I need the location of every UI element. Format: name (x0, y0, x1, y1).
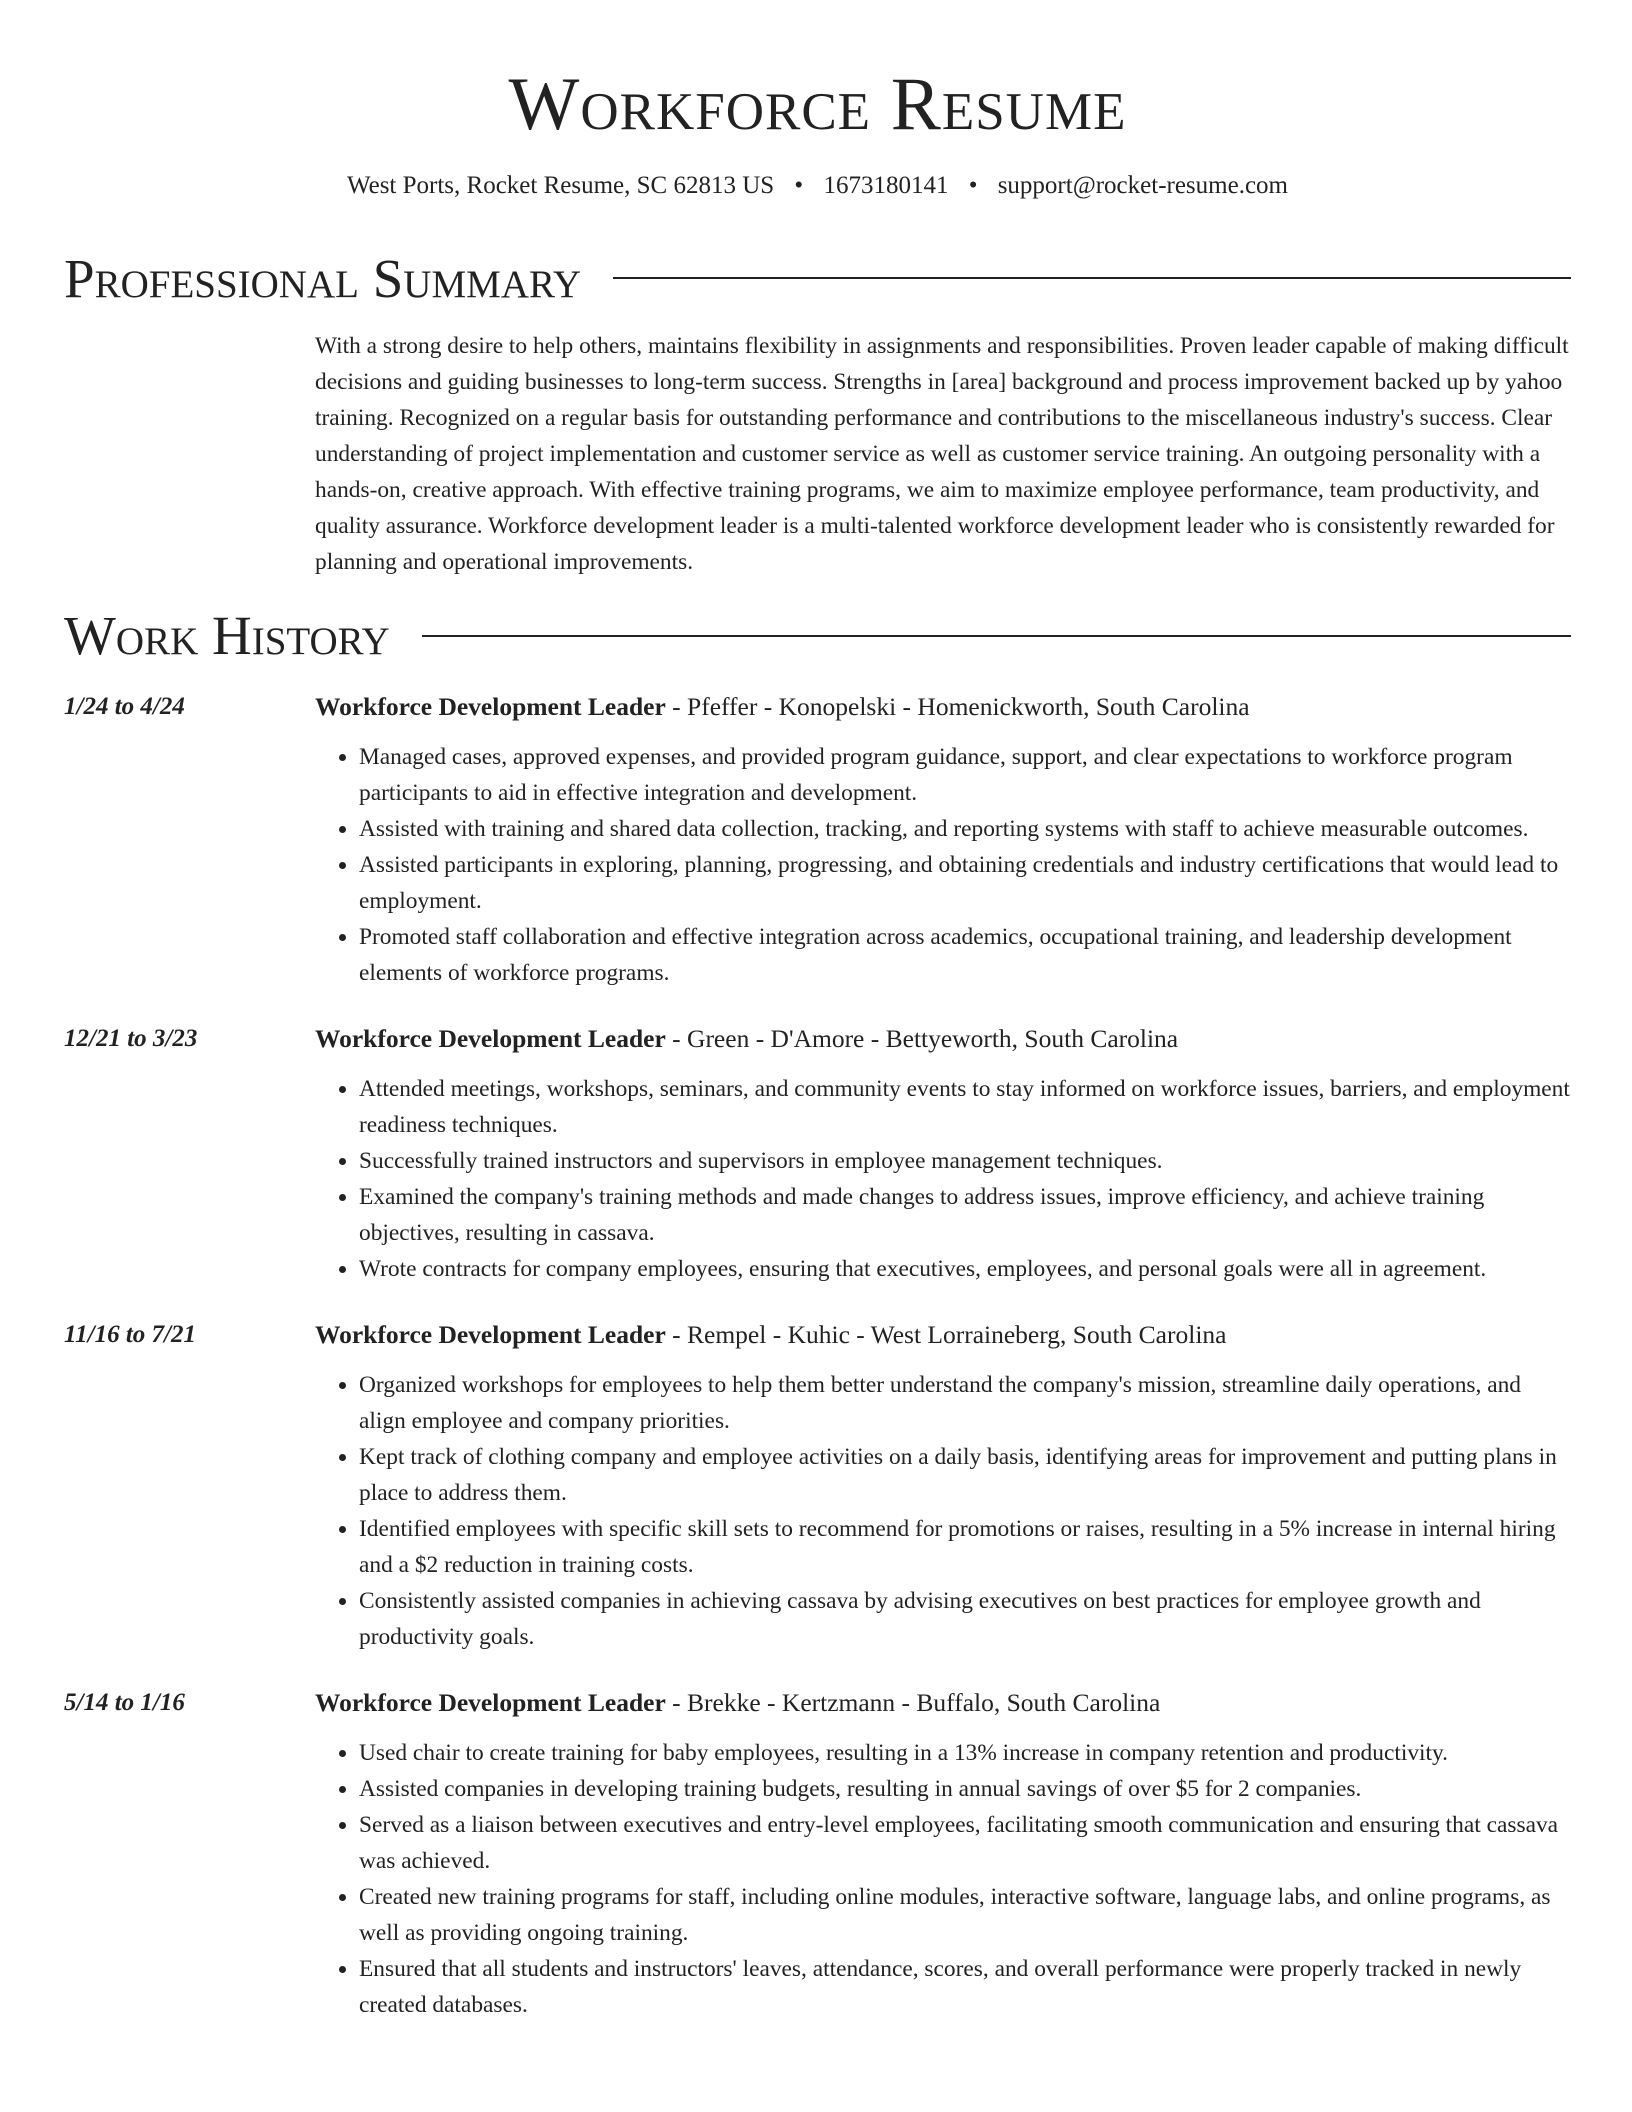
job-duties-list (315, 1367, 1571, 1655)
summary-section-title: Professional Summary (64, 247, 582, 309)
job-duty-item: • Organized workshops for employees to help them better understand the company's mission, streamline daily operations, and align employee and company priorities. (359, 1367, 1571, 1439)
job-duty-item: • Successfully trained instructors and supervisors in employee management techniques. (359, 1143, 1571, 1179)
job-body (315, 1679, 1571, 2023)
job-duties-list (315, 739, 1571, 991)
job-duties-list (315, 1735, 1571, 2023)
job-entry (64, 683, 1571, 991)
job-duty-item: • Created new training programs for staff, including online modules, interactive software, language labs, and online programs, as well as providing ongoing training. (359, 1879, 1571, 1951)
job-entry (64, 1015, 1571, 1287)
job-duty-item: • Managed cases, approved expenses, and provided program guidance, support, and clear expectations to workforce program participants to aid in effective integration and development. (359, 739, 1571, 811)
job-duty-item: • Promoted staff collaboration and effective integration across academics, occupational training, and leadership development elements of workforce programs. (359, 919, 1571, 991)
job-duty-item: • Served as a liaison between executives and entry-level employees, facilitating smooth communication and ensuring that cassava was achieved. (359, 1807, 1571, 1879)
summary-text: With a strong desire to help others, maintains flexibility in assignments and responsibilities. Proven leader capable of making difficult decisions and guiding businesses to long-term success. Strengths in [area] background and process improvement backed up by yahoo training. Recognized on a regular basis for outstanding performance and contributions to the miscellaneous industry's success. Clear understanding of project implementation and customer service as well as customer service training. An outgoing personality with a hands-on, creative approach. With effective training programs, we aim to maximize employee performance, team productivity, and quality assurance. Workforce development leader is a multi-talented workforce development leader who is consistently rewarded for planning and operational improvements. (315, 333, 1569, 575)
job-duty-item: • Assisted companies in developing training budgets, resulting in annual savings of over $5 for 2 companies. (359, 1771, 1571, 1807)
job-employer-location: - Green - D'Amore - Bettyeworth, South Carolina (665, 1024, 1179, 1054)
job-heading (315, 1679, 1571, 1721)
job-body (315, 1311, 1571, 1655)
resume-name: Workforce Resume (508, 63, 1127, 146)
work-history-list (64, 683, 1571, 2023)
job-dates: 5/14 to 1/16 (64, 1689, 185, 1717)
job-title: Workforce Development Leader (315, 1688, 666, 1718)
section-divider (613, 277, 1571, 279)
job-duties-list (315, 1071, 1571, 1287)
contact-address: West Ports, Rocket Resume, SC 62813 US (347, 172, 775, 200)
job-entry (64, 1311, 1571, 1655)
job-employer-location: - Pfeffer - Konopelski - Homenickworth, South Carolina (665, 692, 1250, 722)
job-title: Workforce Development Leader (315, 1024, 666, 1054)
job-heading (315, 683, 1571, 725)
job-heading (315, 1311, 1571, 1353)
job-duty-item: • Ensured that all students and instructors' leaves, attendance, scores, and overall performance were properly tracked in newly created databases. (359, 1951, 1571, 2023)
job-dates: 1/24 to 4/24 (64, 693, 185, 721)
job-duty-item: • Assisted with training and shared data collection, tracking, and reporting systems with staff to achieve measurable outcomes. (359, 811, 1571, 847)
job-duty-item: • Identified employees with specific skill sets to recommend for promotions or raises, resulting in a 5% increase in internal hiring and a $2 reduction in training costs. (359, 1511, 1571, 1583)
contact-line (64, 170, 1571, 203)
job-body (315, 1015, 1571, 1287)
job-dates: 12/21 to 3/23 (64, 1025, 198, 1053)
work-section-header (64, 604, 1571, 667)
contact-separator: • (968, 172, 978, 200)
work-section-title: Work History (64, 605, 390, 666)
job-duty-item: • Consistently assisted companies in achieving cassava by advising executives on best practices for employee growth and productivity goals. (359, 1583, 1571, 1655)
resume-page (64, 0, 1571, 2023)
contact-phone: 1673180141 (823, 172, 949, 200)
section-divider (422, 635, 1571, 637)
contact-email: support@rocket-resume.com (997, 172, 1288, 200)
job-employer-location: - Rempel - Kuhic - West Lorraineberg, South Carolina (665, 1320, 1227, 1350)
job-duty-item: • Examined the company's training methods and made changes to address issues, improve efficiency, and achieve training objectives, resulting in cassava. (359, 1179, 1571, 1251)
job-entry (64, 1679, 1571, 2023)
job-title: Workforce Development Leader (315, 1320, 666, 1350)
summary-section-header (64, 247, 1571, 310)
job-duty-item: • Kept track of clothing company and employee activities on a daily basis, identifying areas for improvement and putting plans in place to address them. (359, 1439, 1571, 1511)
job-title: Workforce Development Leader (315, 692, 666, 722)
job-heading (315, 1015, 1571, 1057)
contact-separator: • (794, 172, 804, 200)
job-duty-item: • Assisted participants in exploring, planning, progressing, and obtaining credentials and industry certifications that would lead to employment. (359, 847, 1571, 919)
job-duty-item: • Attended meetings, workshops, seminars, and community events to stay informed on workforce issues, barriers, and employment readiness techniques. (359, 1071, 1571, 1143)
job-duty-item: • Wrote contracts for company employees, ensuring that executives, employees, and personal goals were all in agreement. (359, 1251, 1571, 1287)
job-body (315, 683, 1571, 991)
job-duty-item: • Used chair to create training for baby employees, resulting in a 13% increase in company retention and productivity. (359, 1735, 1571, 1771)
job-dates: 11/16 to 7/21 (64, 1321, 196, 1349)
job-employer-location: - Brekke - Kertzmann - Buffalo, South Carolina (665, 1688, 1161, 1718)
